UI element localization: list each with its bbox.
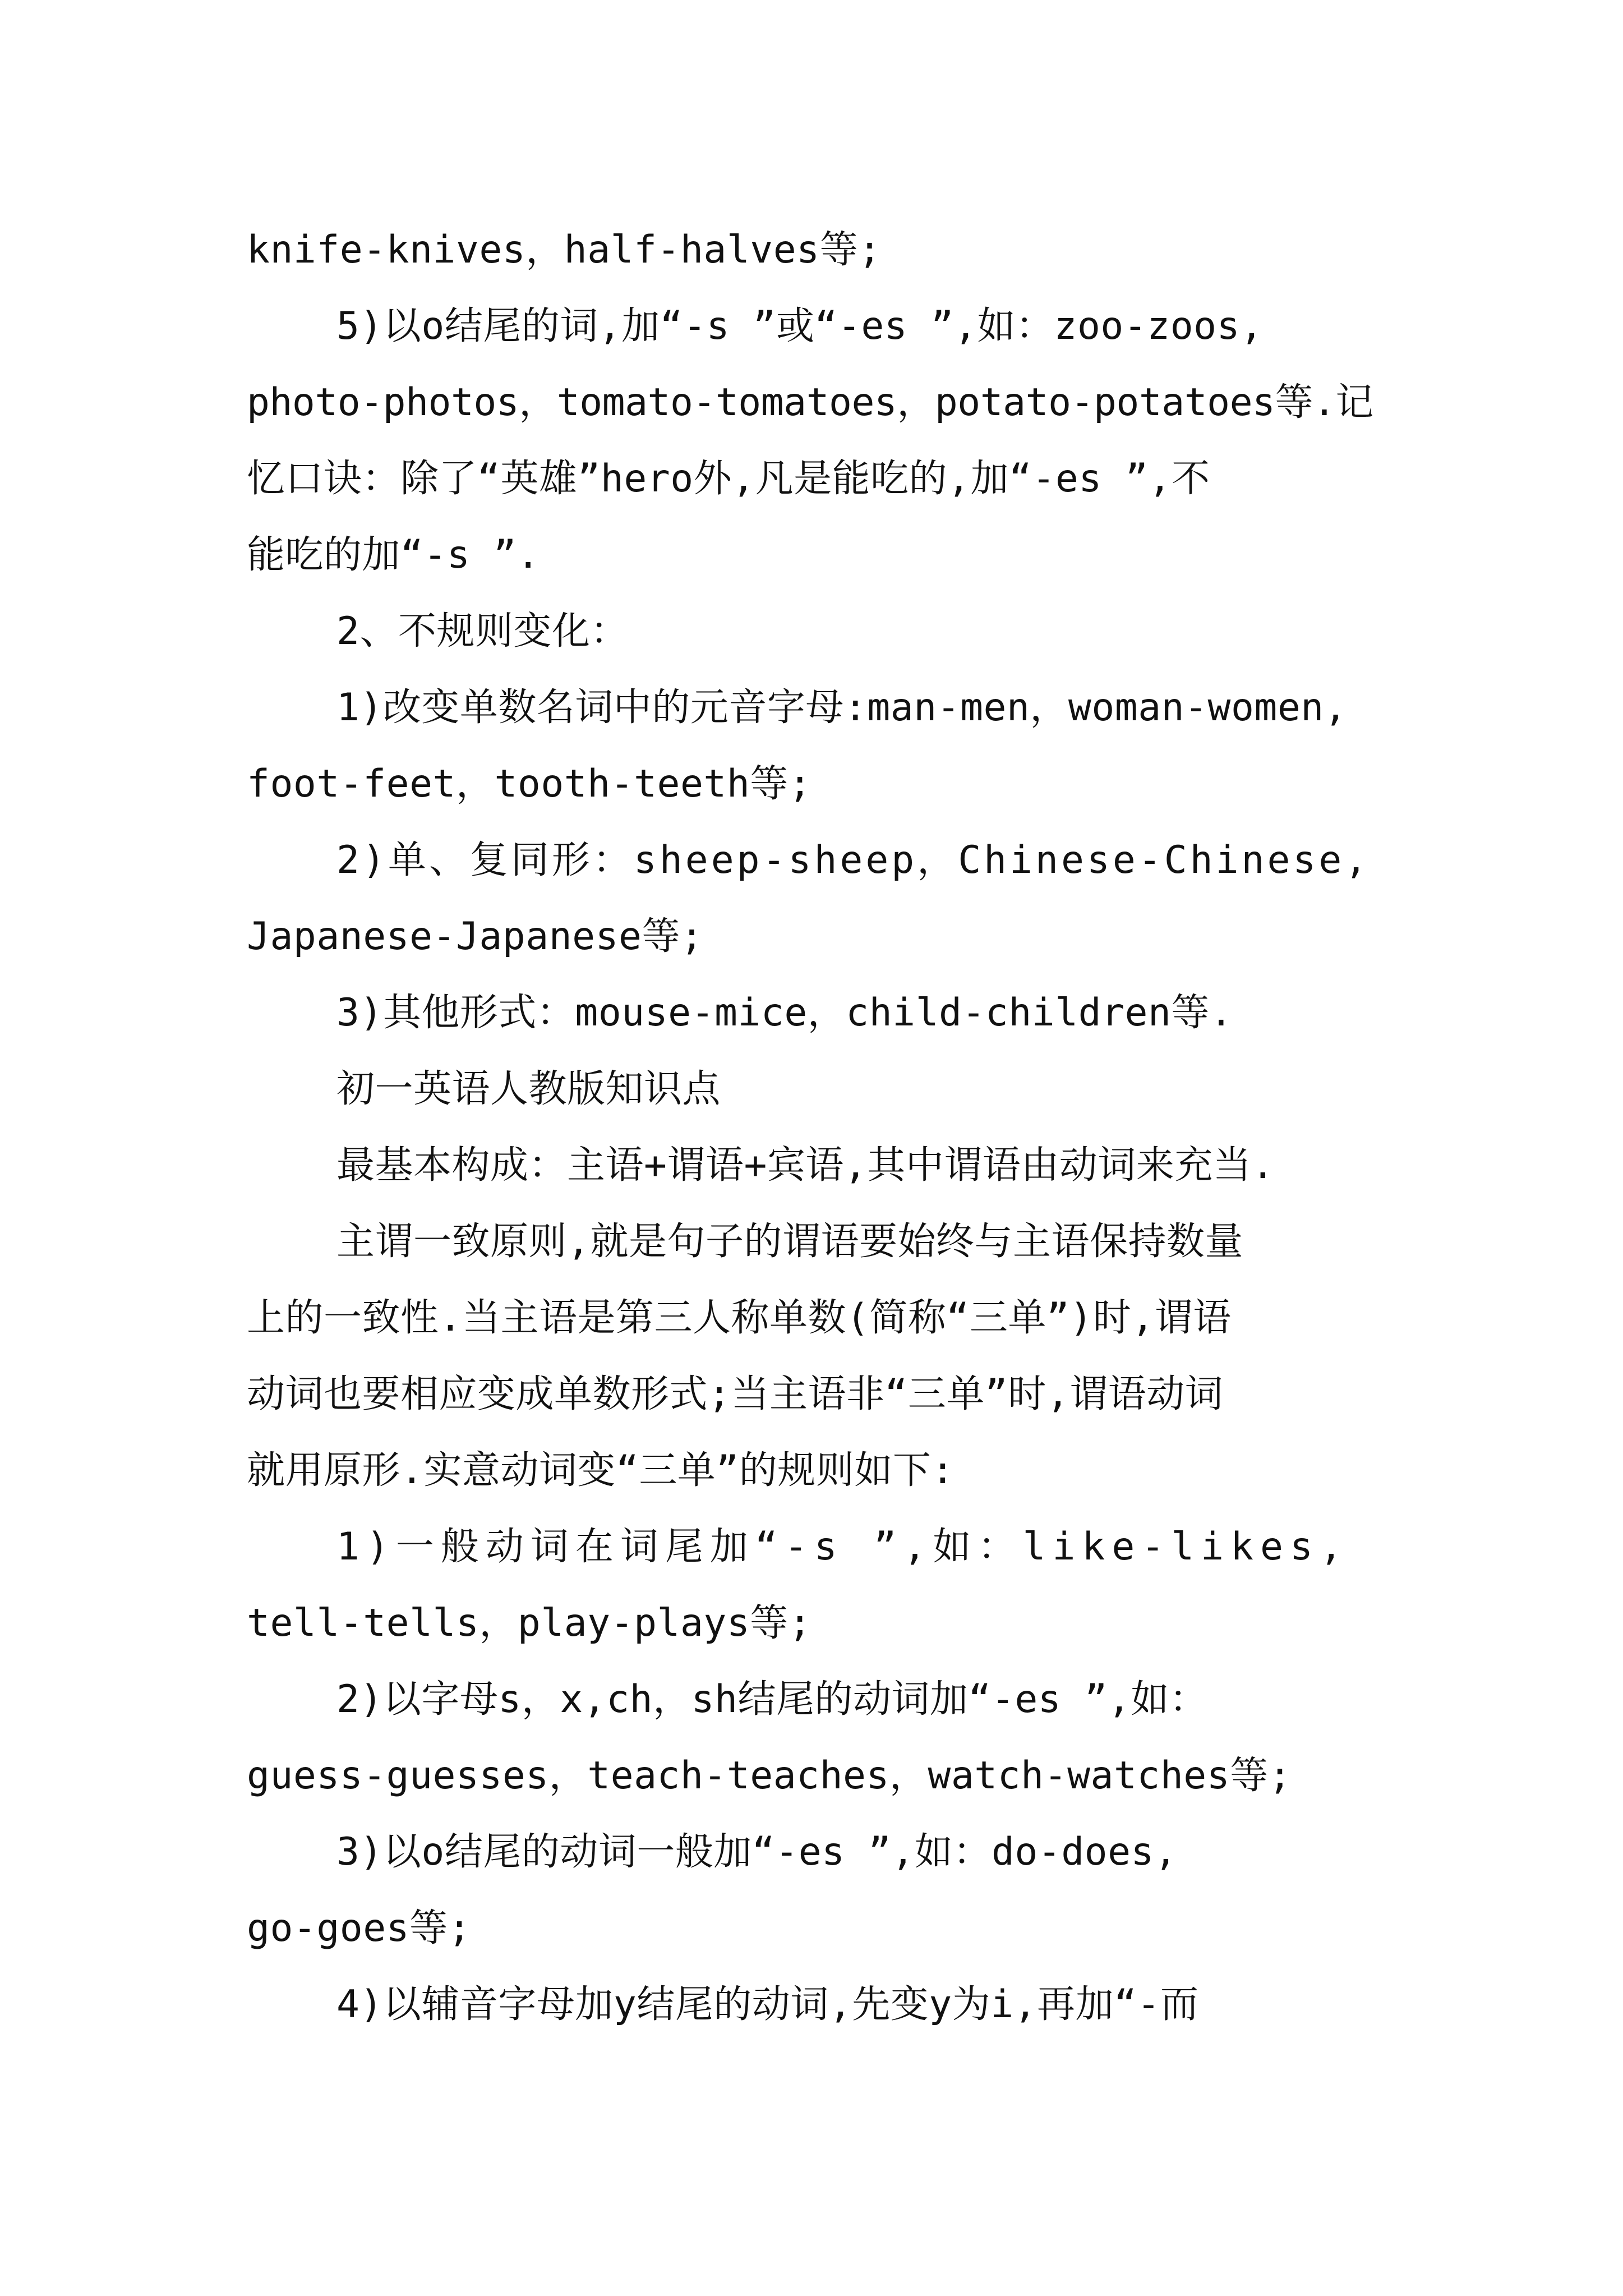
text-line: 忆口诀：除了“英雄”hero外,凡是能吃的,加“-es ”,不	[247, 457, 1210, 501]
document-body	[247, 212, 1374, 2043]
text-line: 2)以字母s，x,ch，sh结尾的动词加“-es ”,如：	[336, 1677, 1208, 1722]
text-line: 上的一致性.当主语是第三人称单数(简称“三单”)时,谓语	[247, 1296, 1232, 1340]
text-line: 最基本构成：主语+谓语+宾语,其中谓语由动词来充当.	[336, 1143, 1275, 1188]
text-line: 动词也要相应变成单数形式;当主语非“三单”时,谓语动词	[247, 1372, 1224, 1416]
text-line: 1)一般动词在词尾加“-s ”,如：like-likes,	[336, 1525, 1349, 1569]
text-line: 2、不规则变化：	[336, 609, 629, 654]
section-heading: 初一英语人教版知识点	[336, 1067, 721, 1111]
text-line: photo-photos，tomato-tomatoes，potato-potatoes等.记	[247, 380, 1373, 425]
text-line: guess-guesses，teach-teaches，watch-watches等;	[247, 1754, 1292, 1798]
text-line: 就用原形.实意动词变“三单”的规则如下:	[247, 1448, 955, 1493]
text-line: tell-tells，play-plays等;	[247, 1601, 812, 1645]
text-line: 1)改变单数名词中的元音字母:man-men，woman-women,	[336, 685, 1348, 730]
text-line: 2)单、复同形：sheep-sheep，Chinese-Chinese,	[336, 838, 1371, 882]
text-line: 3)以o结尾的动词一般加“-es ”,如：do-does,	[336, 1830, 1178, 1874]
text-line: knife-knives，half-halves等;	[247, 228, 882, 272]
text-line: 3)其他形式：mouse-mice，child-children等.	[336, 991, 1233, 1035]
text-line: 主谓一致原则,就是句子的谓语要始终与主语保持数量	[336, 1220, 1243, 1264]
text-line: foot-feet，tooth-teeth等;	[247, 762, 812, 806]
text-line: Japanese-Japanese等;	[247, 914, 704, 959]
text-line: 能吃的加“-s ”.	[247, 533, 540, 577]
text-line: 4)以辅音字母加y结尾的动词,先变y为i,再加“-而	[336, 1982, 1199, 2027]
text-line: 5)以o结尾的词,加“-s ”或“-es ”,如：zoo-zoos,	[336, 304, 1264, 348]
text-line: go-goes等;	[247, 1906, 472, 1950]
